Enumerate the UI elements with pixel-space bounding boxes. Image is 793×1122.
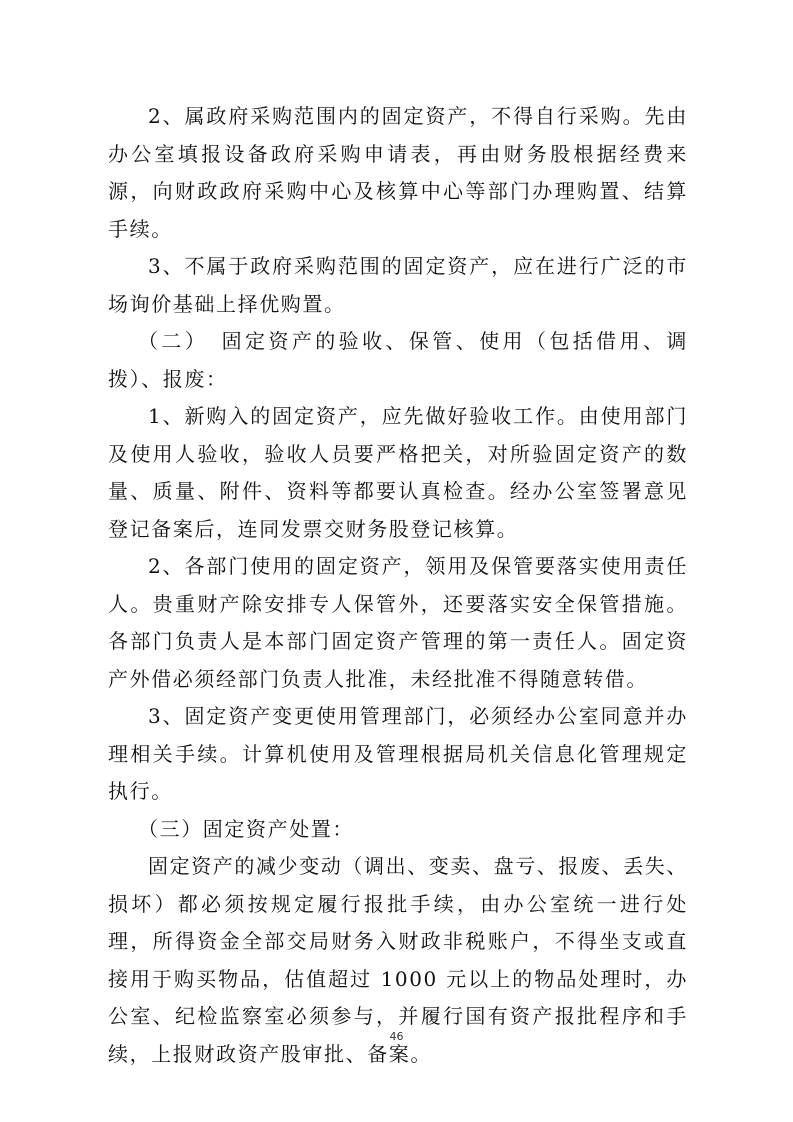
document-body: [108, 98, 688, 1073]
section-heading-disposal: （三）固定资产处置：: [138, 816, 354, 841]
page-number: 46: [389, 1030, 404, 1043]
paragraph-disposal: 固定资产的减少变动（调出、变卖、盘亏、报废、丢失、损坏）都必须按规定履行报批手续，由办公室统一进行处理，所得资金全部交局财务入财政非税账户，不得坐支或直接用于购买物品，估值超过 1000 元以上的物品处理时，办公室、纪检监察室必须参与，并履行国有资产报批程序和手续，上报财政资产股审批、备案。: [108, 854, 688, 1066]
section-heading-acceptance: （二） 固定资产的验收、保管、使用（包括借用、调拨）、报废：: [108, 329, 688, 391]
paragraph-procurement-rule: 2、属政府采购范围内的固定资产，不得自行采购。先由办公室填报设备政府采购申请表，再由财务股根据经费来源，向财政政府采购中心及核算中心等部门办理购置、结算手续。: [108, 104, 688, 241]
paragraph-acceptance: 1、新购入的固定资产，应先做好验收工作。由使用部门及使用人验收，验收人员要严格把关，对所验固定资产的数量、质量、附件、资料等都要认真检查。经办公室签署意见登记备案后，连同发票交财务股登记核算。: [108, 404, 688, 541]
paragraph-market-inquiry: 3、不属于政府采购范围的固定资产，应在进行广泛的市场询价基础上择优购置。: [108, 254, 688, 316]
paragraph-custody: 2、各部门使用的固定资产，领用及保管要落实使用责任人。贵重财产除安排专人保管外，还要落实安全保管措施。各部门负责人是本部门固定资产管理的第一责任人。固定资产外借必须经部门负责人批准，未经批准不得随意转借。: [108, 554, 688, 691]
paragraph-transfer: 3、固定资产变更使用管理部门，必须经办公室同意并办理相关手续。计算机使用及管理根据局机关信息化管理规定执行。: [108, 704, 688, 803]
